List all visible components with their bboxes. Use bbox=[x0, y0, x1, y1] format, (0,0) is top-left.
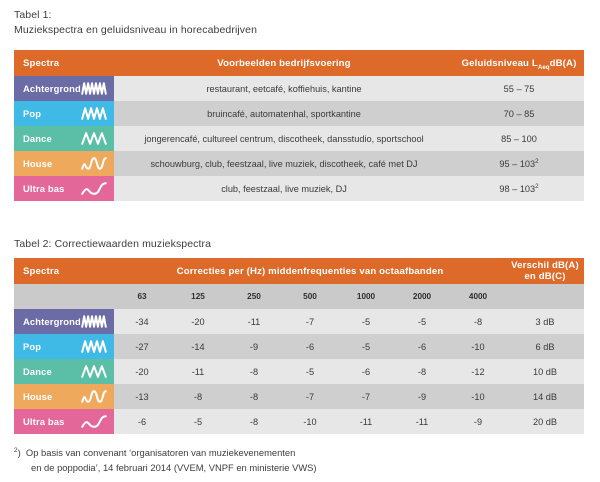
wave-2-cycles-icon bbox=[81, 389, 107, 404]
table2-frequency-header: 63 bbox=[114, 284, 170, 309]
table2-correction-cell: -9 bbox=[226, 334, 282, 359]
table1-header-row bbox=[14, 50, 584, 76]
table2-correction-cell: -27 bbox=[114, 334, 170, 359]
table2-spectra-cell bbox=[14, 409, 114, 434]
footnote-marker-suffix: ) bbox=[17, 447, 21, 459]
table1-level-cell: 95 – 103$^2$ bbox=[454, 151, 584, 176]
table-row bbox=[14, 101, 584, 126]
table2-correction-cell: -6 bbox=[282, 334, 338, 359]
footnote bbox=[14, 443, 317, 475]
table2-correction-cell: -9 bbox=[450, 409, 506, 434]
table2-correction-cell: -20 bbox=[114, 359, 170, 384]
table1-examples-cell: schouwburg, club, feestzaal, live muziek, discotheek, café met DJ bbox=[114, 151, 454, 176]
table2-correction-cell: -7 bbox=[282, 309, 338, 334]
footnote-text-line2: en de poppodia’, 14 februari 2014 (VVEM, VNPF en ministerie VWS) bbox=[31, 462, 317, 474]
table2-difference-cell: 14 dB bbox=[506, 384, 584, 409]
spectra-swatch-pop bbox=[14, 101, 114, 126]
table2-correction-cell: -9 bbox=[394, 384, 450, 409]
table2-correction-cell: -11 bbox=[394, 409, 450, 434]
spectra-swatch-achtergrond bbox=[14, 309, 114, 334]
wave-3-cycles-icon bbox=[81, 364, 107, 379]
table1-spectra-cell bbox=[14, 101, 114, 126]
table1-examples-cell: restaurant, eetcafé, koffiehuis, kantine bbox=[114, 76, 454, 101]
table-row bbox=[14, 409, 584, 434]
table2-correction-cell: -5 bbox=[170, 409, 226, 434]
table2-freq-blank-right bbox=[506, 284, 584, 309]
table2-header-spectra: Spectra bbox=[14, 258, 114, 284]
table-row bbox=[14, 309, 584, 334]
table1-header-level-sub: Aeq bbox=[537, 63, 550, 71]
table1-examples-cell: club, feestzaal, live muziek, DJ bbox=[114, 176, 454, 201]
table2-header-difference: Verschil dB(A) en dB(C) bbox=[506, 258, 584, 284]
table-row bbox=[14, 334, 584, 359]
table1-level-cell: 55 – 75 bbox=[454, 76, 584, 101]
table1-examples-cell: jongerencafé, cultureel centrum, discotheek, dansstudio, sportschool bbox=[114, 126, 454, 151]
table2-correction-cell: -34 bbox=[114, 309, 170, 334]
table1-caption bbox=[14, 8, 257, 37]
wave-1-cycle-icon bbox=[81, 181, 107, 196]
table2-header-corrections: Correcties per (Hz) middenfrequenties van octaafbanden bbox=[114, 258, 506, 284]
spectra-label: House bbox=[23, 158, 53, 169]
table2-header-row bbox=[14, 258, 584, 284]
table2-correction-cell: -13 bbox=[114, 384, 170, 409]
table2-correction-cell: -10 bbox=[450, 334, 506, 359]
table2-correction-cell: -5 bbox=[338, 334, 394, 359]
spectra-swatch-house bbox=[14, 151, 114, 176]
table1-body bbox=[14, 76, 584, 201]
table-row bbox=[14, 359, 584, 384]
table1-header-examples: Voorbeelden bedrijfsvoering bbox=[114, 50, 454, 76]
spectra-swatch-ultra-bas bbox=[14, 176, 114, 201]
table2-body bbox=[14, 309, 584, 434]
table2-spectra-cell bbox=[14, 334, 114, 359]
table1-header-level bbox=[454, 50, 584, 76]
table2-spectra-cell bbox=[14, 384, 114, 409]
table2-spectra-cell bbox=[14, 359, 114, 384]
table2-correction-cell: -5 bbox=[394, 309, 450, 334]
table2-correction-cell: -7 bbox=[338, 384, 394, 409]
spectra-label: Pop bbox=[23, 108, 42, 119]
wave-1-cycle-icon bbox=[81, 414, 107, 429]
spectra-swatch-achtergrond bbox=[14, 76, 114, 101]
table1-level-cell: 70 – 85 bbox=[454, 101, 584, 126]
table2-correction-cell: -8 bbox=[226, 384, 282, 409]
table2-correction-cell: -5 bbox=[282, 359, 338, 384]
table2-correction-cell: -8 bbox=[450, 309, 506, 334]
table2-correction-cell: -7 bbox=[282, 384, 338, 409]
spectra-swatch-dance bbox=[14, 126, 114, 151]
wave-4-cycles-icon bbox=[81, 106, 107, 121]
table2-correction-cell: -14 bbox=[170, 334, 226, 359]
spectra-label: House bbox=[23, 391, 53, 402]
footnote-line1 bbox=[14, 443, 317, 460]
footnote-text-line1: Op basis van convenant ‘organisatoren van muziekevenementen bbox=[25, 447, 296, 459]
table2-correction-cell: -6 bbox=[338, 359, 394, 384]
table2-freq-blank-left bbox=[14, 284, 114, 309]
spectra-swatch-house bbox=[14, 384, 114, 409]
table2-correction-cell: -6 bbox=[114, 409, 170, 434]
spectra-label: Ultra bas bbox=[23, 183, 65, 194]
table2-correction-cell: -8 bbox=[394, 359, 450, 384]
table2-correction-cell: -11 bbox=[338, 409, 394, 434]
table1-spectra-cell bbox=[14, 151, 114, 176]
table2-frequency-header: 4000 bbox=[450, 284, 506, 309]
spectra-swatch-pop bbox=[14, 334, 114, 359]
table1-level-cell: 85 – 100 bbox=[454, 126, 584, 151]
table2-correction-cell: -6 bbox=[394, 334, 450, 359]
wave-6-cycles-icon bbox=[81, 81, 107, 96]
table1-spectra-cell bbox=[14, 76, 114, 101]
footnote-reference: 2 bbox=[535, 182, 539, 190]
table-row bbox=[14, 384, 584, 409]
table2-spectra-cell bbox=[14, 309, 114, 334]
table2-correction-cell: -8 bbox=[226, 359, 282, 384]
table2-frequency-header: 250 bbox=[226, 284, 282, 309]
table1-caption-line1: Tabel 1: bbox=[14, 9, 52, 21]
spectra-label: Achtergrond bbox=[23, 83, 81, 94]
table2-difference-cell: 10 dB bbox=[506, 359, 584, 384]
table2-difference-cell: 6 dB bbox=[506, 334, 584, 359]
table2-frequency-header: 125 bbox=[170, 284, 226, 309]
table-1-muziekspectra bbox=[14, 50, 584, 201]
table-row bbox=[14, 176, 584, 201]
footnote-marker: 2 bbox=[14, 447, 18, 454]
table1-header-level-pre: Geluidsniveau L bbox=[461, 57, 538, 69]
table1-examples-cell: bruincafé, automatenhal, sportkantine bbox=[114, 101, 454, 126]
table2-correction-cell: -11 bbox=[170, 359, 226, 384]
wave-2-cycles-icon bbox=[81, 156, 107, 171]
table-row bbox=[14, 126, 584, 151]
table1-spectra-cell bbox=[14, 126, 114, 151]
table2-frequency-header: 1000 bbox=[338, 284, 394, 309]
wave-4-cycles-icon bbox=[81, 339, 107, 354]
table1-header-level-post: dB(A) bbox=[549, 57, 577, 69]
spectra-label: Dance bbox=[23, 133, 52, 144]
table1-spectra-cell bbox=[14, 176, 114, 201]
table2-correction-cell: -8 bbox=[226, 409, 282, 434]
table1-level-cell: 98 – 103$^2$ bbox=[454, 176, 584, 201]
table2-correction-cell: -8 bbox=[170, 384, 226, 409]
spectra-label: Pop bbox=[23, 341, 42, 352]
footnote-reference: 2 bbox=[535, 157, 539, 165]
table2-frequency-header-row bbox=[14, 284, 584, 309]
table-row bbox=[14, 76, 584, 101]
table1-header-spectra: Spectra bbox=[14, 50, 114, 76]
spectra-swatch-ultra-bas bbox=[14, 409, 114, 434]
spectra-label: Achtergrond bbox=[23, 316, 81, 327]
table1-caption-line2: Muziekspectra en geluidsniveau in horecabedrijven bbox=[14, 23, 258, 36]
table2-correction-cell: -20 bbox=[170, 309, 226, 334]
table2-correction-cell: -5 bbox=[338, 309, 394, 334]
table2-difference-cell: 20 dB bbox=[506, 409, 584, 434]
table2-correction-cell: -11 bbox=[226, 309, 282, 334]
table2-frequency-header: 500 bbox=[282, 284, 338, 309]
table-2-correctiewaarden bbox=[14, 258, 584, 434]
spectra-swatch-dance bbox=[14, 359, 114, 384]
wave-3-cycles-icon bbox=[81, 131, 107, 146]
wave-6-cycles-icon bbox=[81, 314, 107, 329]
table2-frequency-header: 2000 bbox=[394, 284, 450, 309]
table2-correction-cell: -10 bbox=[282, 409, 338, 434]
spectra-label: Ultra bas bbox=[23, 416, 65, 427]
table2-caption: Tabel 2: Correctiewaarden muziekspectra bbox=[14, 238, 212, 250]
spectra-label: Dance bbox=[23, 366, 52, 377]
table-row bbox=[14, 151, 584, 176]
table2-correction-cell: -10 bbox=[450, 384, 506, 409]
table2-correction-cell: -12 bbox=[450, 359, 506, 384]
table2-difference-cell: 3 dB bbox=[506, 309, 584, 334]
